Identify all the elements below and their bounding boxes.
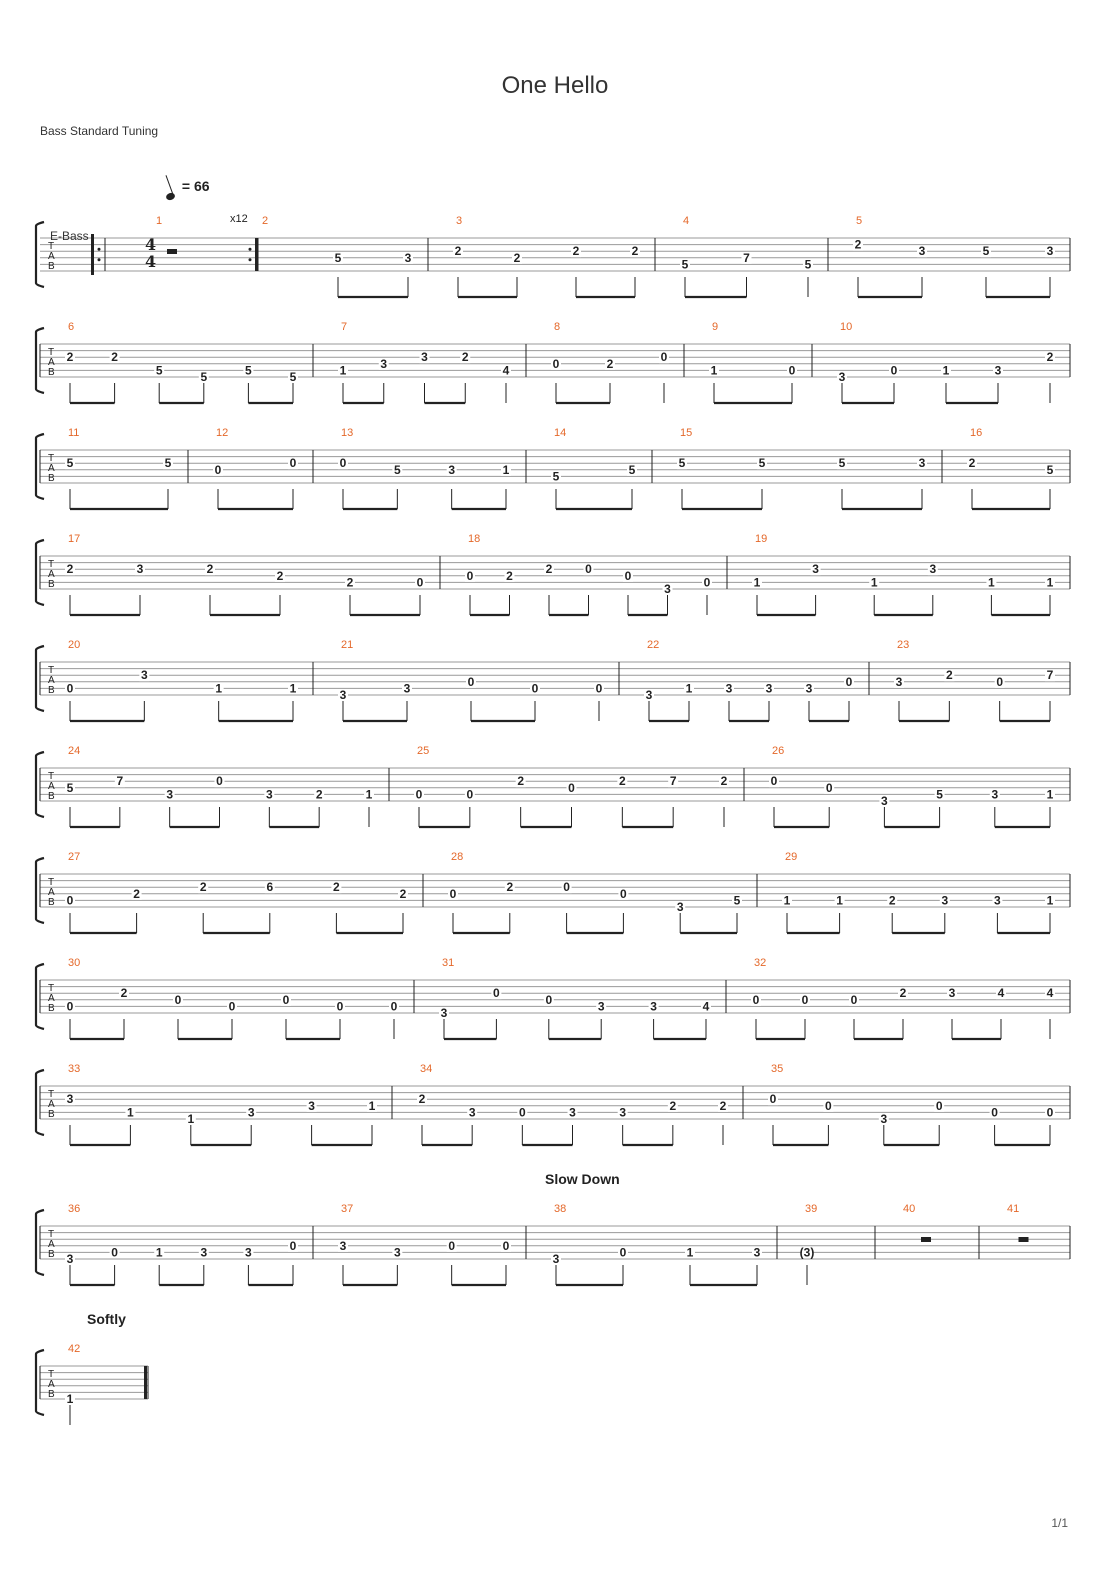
tab-clef-letter: A: [48, 993, 55, 1004]
fret-number: 2: [517, 774, 525, 789]
fret-number: 5: [982, 244, 990, 259]
fret-number: 5: [678, 456, 686, 471]
measure-number: 40: [903, 1203, 916, 1215]
measure-number: 37: [341, 1203, 354, 1215]
tab-clef-letter: B: [48, 1249, 55, 1260]
fret-number: 2: [66, 350, 74, 365]
rest: [1019, 1237, 1029, 1242]
tab-clef-letter: B: [48, 261, 55, 272]
fret-number: 3: [380, 356, 388, 371]
fret-number: 0: [282, 992, 290, 1007]
repeat-dot: [249, 248, 252, 251]
fret-number: 3: [619, 1105, 627, 1120]
fret-number: 0: [769, 1092, 777, 1107]
fret-number: 0: [752, 992, 760, 1007]
fret-number: 2: [276, 568, 284, 583]
fret-number: 5: [200, 370, 208, 384]
tab-clef-letter: T: [48, 983, 55, 994]
measure-number: 15: [680, 427, 693, 439]
fret-number: 0: [228, 999, 236, 1014]
measure-number: 34: [420, 1063, 433, 1075]
fret-number: 1: [155, 1245, 163, 1260]
fret-number: 3: [308, 1098, 315, 1113]
tab-clef-letter: B: [48, 367, 55, 378]
fret-number: 4: [997, 986, 1005, 1001]
fret-number: 3: [895, 674, 903, 689]
time-signature-top: 4: [145, 235, 157, 254]
fret-number: 1: [66, 1392, 74, 1406]
fret-number: 0: [448, 1238, 456, 1253]
measure-number: 35: [771, 1063, 784, 1075]
fret-number: 0: [620, 886, 627, 901]
fret-number: 3: [991, 787, 999, 802]
fret-number: 3: [929, 562, 937, 577]
fret-number: 2: [66, 562, 74, 577]
fret-number: 3: [448, 462, 456, 477]
fret-number: 0: [449, 886, 457, 901]
fret-number: 0: [66, 893, 74, 908]
instrument-label: E-Bass: [50, 229, 89, 243]
tab-clef-letter: B: [48, 685, 55, 696]
tab-clef-letter: T: [48, 877, 55, 888]
time-signature-bottom: 4: [145, 252, 157, 271]
fret-number: 0: [502, 1238, 510, 1253]
fret-number: 1: [1046, 893, 1054, 908]
fret-number: 3: [941, 893, 949, 908]
fret-number: 3: [765, 681, 773, 696]
tab-clef-letter: A: [48, 1379, 55, 1390]
measure-number: 13: [341, 427, 354, 439]
fret-number: 2: [1046, 350, 1054, 365]
fret-number: 0: [466, 568, 474, 583]
fret-number: 2: [506, 568, 513, 583]
fret-number: 2: [888, 893, 896, 908]
measure-number: 22: [647, 639, 660, 651]
fret-number: 0: [703, 575, 711, 590]
fret-number: 1: [187, 1112, 195, 1126]
fret-number: 0: [466, 787, 474, 802]
fret-number: 0: [289, 1238, 297, 1253]
fret-number: 2: [720, 774, 728, 789]
fret-number: 2: [513, 250, 521, 265]
measure-number: 17: [68, 533, 81, 545]
tab-clef-letter: A: [48, 357, 55, 368]
fret-number: 0: [825, 1098, 832, 1113]
measure-number: 27: [68, 851, 81, 863]
fret-number: 1: [215, 681, 223, 696]
repeat-start-barline: [91, 234, 94, 275]
fret-number: 1: [1046, 575, 1054, 590]
rest: [921, 1237, 931, 1242]
fret-number: 2: [899, 986, 907, 1001]
fret-number: 3: [664, 582, 671, 596]
fret-number: 3: [404, 250, 412, 265]
fret-number: 3: [753, 1245, 761, 1260]
measure-number: 18: [468, 533, 481, 545]
fret-number: (3): [799, 1245, 815, 1260]
tempo-text: = 66: [181, 178, 210, 194]
fret-number: 1: [685, 681, 693, 696]
measure-number: 6: [68, 321, 75, 333]
fret-number: 0: [770, 774, 778, 789]
fret-number: 0: [825, 780, 833, 795]
fret-number: 0: [660, 350, 668, 365]
fret-number: 0: [531, 681, 539, 696]
measure-number: 16: [970, 427, 983, 439]
fret-number: 0: [336, 999, 344, 1014]
fret-number: 1: [339, 363, 347, 378]
tuning-label: Bass Standard Tuning: [40, 124, 159, 138]
fret-number: 0: [545, 992, 553, 1007]
fret-number: 2: [315, 787, 323, 802]
fret-number: 3: [812, 562, 819, 577]
fret-number: 5: [155, 363, 163, 378]
fret-number: 0: [390, 999, 398, 1014]
fret-number: 5: [66, 456, 74, 471]
fret-number: 3: [1046, 244, 1054, 259]
fret-number: 3: [676, 900, 684, 914]
repeat-dot: [98, 258, 101, 261]
tab-clef-letter: B: [48, 1109, 55, 1120]
fret-number: 0: [552, 356, 560, 371]
fret-number: 5: [164, 456, 172, 471]
tab-clef-letter: T: [48, 665, 55, 676]
repeat-dot: [98, 248, 101, 251]
fret-number: 3: [880, 1112, 888, 1126]
fret-number: 2: [606, 356, 614, 371]
fret-number: 3: [339, 688, 347, 702]
fret-number: 2: [399, 886, 407, 901]
fret-number: 3: [339, 1238, 347, 1253]
fret-number: 5: [758, 456, 766, 471]
tab-clef-letter: A: [48, 569, 55, 580]
fret-number: 1: [942, 363, 950, 378]
slow-down-marker: Slow Down: [545, 1171, 620, 1187]
measure-number: 19: [755, 533, 768, 545]
fret-number: 0: [845, 674, 853, 689]
fret-number: 1: [988, 575, 995, 590]
measure-number: 26: [772, 745, 785, 757]
fret-number: 3: [597, 999, 605, 1014]
fret-number: 0: [174, 992, 182, 1007]
fret-number: 3: [645, 688, 653, 702]
fret-number: 5: [628, 462, 636, 477]
fret-number: 3: [650, 999, 657, 1014]
tab-clef-letter: T: [48, 1369, 55, 1380]
tab-clef-letter: A: [48, 463, 55, 474]
repeat-end-barline: [255, 238, 258, 271]
fret-number: 0: [467, 674, 475, 689]
measure-number: 39: [805, 1203, 818, 1215]
measure-number: 1: [156, 215, 163, 227]
tab-clef-letter: B: [48, 473, 55, 484]
fret-number: 5: [289, 370, 297, 384]
fret-number: 0: [111, 1245, 118, 1260]
fret-number: 1: [127, 1105, 134, 1120]
fret-number: 1: [1046, 787, 1054, 802]
fret-number: 0: [416, 575, 424, 590]
system-bracket: [36, 222, 44, 287]
fret-number: 3: [66, 1252, 74, 1266]
song-title: One Hello: [501, 72, 609, 99]
tab-clef-letter: B: [48, 897, 55, 908]
fret-number: 0: [339, 456, 347, 471]
fret-number: 7: [669, 774, 677, 789]
fret-number: 3: [247, 1105, 255, 1120]
fret-number: 2: [454, 244, 462, 259]
measure-number: 36: [68, 1203, 81, 1215]
fret-number: 0: [66, 681, 74, 696]
fret-number: 3: [994, 893, 1001, 908]
fret-number: 3: [440, 1006, 448, 1020]
fret-number: 5: [334, 250, 342, 265]
repeat-count: x12: [230, 213, 248, 225]
fret-number: 3: [136, 562, 144, 577]
measure-number: 32: [754, 957, 767, 969]
fret-number: 3: [948, 986, 956, 1001]
fret-number: 2: [346, 575, 354, 590]
tab-clef-letter: T: [48, 347, 55, 358]
measure-number: 8: [554, 321, 561, 333]
tab-clef-letter: A: [48, 251, 55, 262]
fret-number: 0: [595, 681, 603, 696]
measure-number: 30: [68, 957, 81, 969]
fret-number: 0: [518, 1105, 526, 1120]
measure-number: 24: [68, 745, 81, 757]
fret-number: 5: [393, 462, 401, 477]
fret-number: 0: [624, 568, 632, 583]
fret-number: 6: [266, 880, 274, 895]
fret-number: 0: [991, 1105, 998, 1120]
fret-number: 4: [702, 999, 710, 1014]
measure-number: 42: [68, 1343, 81, 1355]
fret-number: 5: [552, 469, 560, 484]
measure-number: 23: [897, 639, 910, 651]
fret-number: 2: [719, 1098, 727, 1113]
measure-number: 41: [1007, 1203, 1020, 1215]
tab-clef-letter: B: [48, 1003, 55, 1014]
fret-number: 2: [111, 350, 118, 365]
fret-number: 3: [66, 1092, 74, 1107]
fret-number: 1: [783, 893, 791, 908]
fret-number: 3: [468, 1105, 476, 1120]
fret-number: 3: [725, 681, 733, 696]
tab-clef-letter: A: [48, 1099, 55, 1110]
tab-clef-letter: T: [48, 559, 55, 570]
fret-number: 0: [289, 456, 297, 471]
fret-number: 0: [935, 1098, 943, 1113]
fret-number: 0: [493, 986, 500, 1001]
measure-number: 29: [785, 851, 798, 863]
fret-number: 3: [200, 1245, 208, 1260]
fret-number: 5: [66, 780, 74, 795]
tab-clef-letter: T: [48, 1089, 55, 1100]
tab-clef-letter: A: [48, 675, 55, 686]
fret-number: 2: [945, 668, 953, 683]
fret-number: 1: [870, 575, 878, 590]
fret-number: 0: [850, 992, 858, 1007]
softly-marker: Softly: [87, 1311, 126, 1327]
fret-number: 3: [421, 350, 428, 365]
fret-number: 5: [936, 787, 943, 802]
fret-number: 0: [1046, 1105, 1054, 1120]
fret-number: 3: [166, 787, 174, 802]
fret-number: 3: [918, 456, 926, 471]
fret-number: 2: [631, 244, 639, 259]
measure-number: 33: [68, 1063, 81, 1075]
fret-number: 2: [206, 562, 214, 577]
fret-number: 0: [568, 780, 575, 795]
fret-number: 3: [838, 370, 846, 384]
fret-number: 0: [788, 363, 796, 378]
fret-number: 1: [836, 893, 843, 908]
fret-number: 2: [506, 880, 514, 895]
fret-number: 2: [120, 986, 128, 1001]
fret-number: 3: [569, 1105, 576, 1120]
fret-number: 0: [890, 363, 898, 378]
tab-clef-letter: T: [48, 241, 55, 252]
fret-number: 3: [881, 794, 888, 808]
fret-number: 0: [216, 774, 223, 789]
fret-number: 2: [669, 1098, 677, 1113]
fret-number: 1: [710, 363, 718, 378]
tab-clef-letter: T: [48, 1229, 55, 1240]
fret-number: 3: [403, 681, 411, 696]
fret-number: 3: [918, 244, 926, 259]
measure-number: 20: [68, 639, 81, 651]
measure-number: 12: [216, 427, 229, 439]
tab-clef-letter: A: [48, 887, 55, 898]
fret-number: 5: [838, 456, 846, 471]
fret-number: 3: [994, 363, 1002, 378]
measure-number: 10: [840, 321, 853, 333]
tab-clef-letter: B: [48, 579, 55, 590]
fret-number: 0: [214, 462, 222, 477]
fret-number: 7: [116, 774, 124, 789]
fret-number: 0: [415, 787, 423, 802]
fret-number: 5: [681, 257, 689, 272]
fret-number: 4: [1046, 986, 1054, 1001]
measure-number: 5: [856, 215, 863, 227]
fret-number: 2: [545, 562, 553, 577]
fret-number: 1: [753, 575, 761, 590]
fret-number: 2: [968, 456, 976, 471]
fret-number: 2: [418, 1092, 426, 1107]
fret-number: 2: [461, 350, 469, 365]
fret-number: 2: [618, 774, 626, 789]
measure-number: 38: [554, 1203, 567, 1215]
fret-number: 2: [854, 237, 862, 252]
measure-number: 3: [456, 215, 463, 227]
measure-number: 11: [68, 427, 80, 439]
fret-number: 0: [563, 880, 570, 895]
fret-number: 0: [801, 992, 809, 1007]
measure-number: 31: [442, 957, 455, 969]
fret-number: 3: [552, 1252, 560, 1266]
tab-clef-letter: B: [48, 791, 55, 802]
fret-number: 0: [66, 999, 74, 1014]
fret-number: 1: [365, 787, 373, 802]
fret-number: 3: [265, 787, 273, 802]
fret-number: 1: [289, 681, 297, 696]
measure-number: 21: [341, 639, 354, 651]
measure-number: 9: [712, 321, 719, 333]
measure-number: 28: [451, 851, 464, 863]
fret-number: 3: [393, 1245, 401, 1260]
page-number: 1/1: [1051, 1516, 1068, 1530]
tab-clef-letter: A: [48, 781, 55, 792]
measure-number: 2: [262, 215, 269, 227]
fret-number: 3: [245, 1245, 252, 1260]
half-rest: [167, 249, 177, 254]
measure-number: 14: [554, 427, 567, 439]
tab-clef-letter: A: [48, 1239, 55, 1250]
fret-number: 0: [996, 674, 1004, 689]
fret-number: 3: [805, 681, 813, 696]
measure-number: 4: [683, 215, 690, 227]
fret-number: 1: [502, 462, 510, 477]
fret-number: 5: [245, 363, 252, 378]
fret-number: 3: [140, 668, 148, 683]
fret-number: 7: [1046, 668, 1054, 683]
fret-number: 7: [743, 250, 750, 265]
fret-number: 0: [585, 562, 592, 577]
fret-number: 1: [368, 1098, 376, 1113]
final-barline: [144, 1366, 147, 1399]
tab-clef-letter: B: [48, 1389, 55, 1400]
fret-number: 2: [199, 880, 207, 895]
fret-number: 1: [686, 1245, 694, 1260]
tab-clef-letter: T: [48, 771, 55, 782]
tab-clef-letter: T: [48, 453, 55, 464]
repeat-dot: [249, 258, 252, 261]
fret-number: 5: [1046, 462, 1054, 477]
fret-number: 0: [619, 1245, 627, 1260]
fret-number: 2: [333, 880, 340, 895]
measure-number: 25: [417, 745, 430, 757]
fret-number: 2: [133, 886, 140, 901]
measure-number: 7: [341, 321, 348, 333]
fret-number: 4: [502, 363, 510, 378]
fret-number: 5: [733, 893, 741, 908]
fret-number: 5: [804, 257, 812, 272]
fret-number: 2: [572, 244, 580, 259]
